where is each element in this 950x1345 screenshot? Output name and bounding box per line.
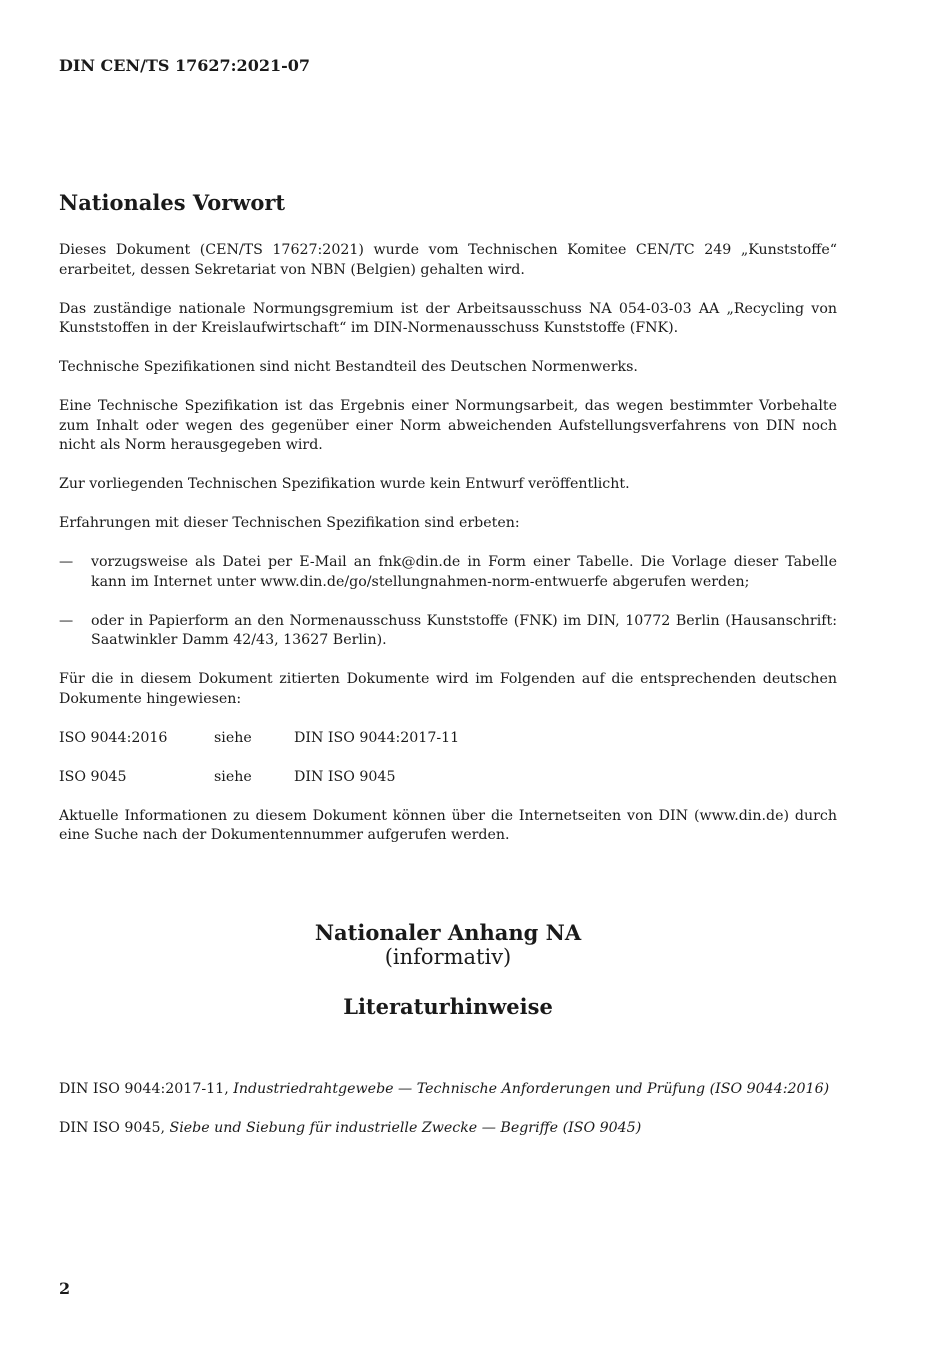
reference-row: [59, 768, 837, 788]
foreword-paragraph: Erfahrungen mit dieser Technischen Spezifikation sind erbeten:: [59, 515, 520, 531]
bibliography-entry: [59, 1119, 837, 1139]
foreword-paragraph: Eine Technische Spezifikation ist das Ergebnis einer Normungsarbeit, das wegen bestimmter Vorbehalte zum Inhalt oder wegen des gegenüber einer Norm abweichenden Aufstellungsverfahrens von DIN noch nicht als Norm herausgegeben wird.: [59, 398, 837, 453]
list-item-text: vorzugsweise als Datei per E-Mail an fnk@din.de in Form einer Tabelle. Die Vorlage dieser Tabelle kann im Internet unter www.din.de/go/stellungnahmen-norm-entwuerfe abgerufen werden;: [91, 554, 837, 590]
reference-see: siehe: [214, 768, 252, 785]
document-header-id: DIN CEN/TS 17627:2021-07: [59, 56, 310, 75]
bibliography-title-text: Industriedrahtgewebe — Technische Anforderungen und Prüfung (ISO 9044:2016): [233, 1081, 830, 1097]
list-item: [59, 612, 837, 651]
page-number: 2: [59, 1279, 71, 1298]
dash-bullet: —: [59, 612, 74, 629]
foreword-paragraph: Technische Spezifikationen sind nicht Bestandteil des Deutschen Normenwerks.: [59, 359, 638, 375]
references-intro: Für die in diesem Dokument zitierten Dokumente wird im Folgenden auf die entsprechenden deutschen Dokumente hingewiesen:: [59, 671, 837, 707]
reference-iso: ISO 9044:2016: [59, 729, 168, 746]
annex-title: Nationaler Anhang NA: [314, 920, 582, 945]
reference-row: [59, 729, 837, 749]
bibliography-entry: [59, 1080, 837, 1100]
foreword-paragraph: Zur vorliegenden Technischen Spezifikation wurde kein Entwurf veröffentlicht.: [59, 476, 630, 492]
list-item-text: oder in Papierform an den Normenausschuss Kunststoffe (FNK) im DIN, 10772 Berlin (Hausanschrift: Saatwinkler Damm 42/43, 13627 Berlin).: [91, 612, 837, 648]
annex-subtitle: (informativ): [384, 945, 512, 969]
dash-bullet: —: [59, 554, 74, 570]
foreword-paragraph: Dieses Dokument (CEN/TS 17627:2021) wurde vom Technischen Komitee CEN/TC 249 „Kunststoffe“ erarbeitet, dessen Sekretariat von NBN (Belgien) gehalten wird.: [59, 242, 837, 278]
foreword-body: [59, 241, 837, 865]
reference-din: DIN ISO 9045: [294, 768, 396, 785]
list-item: [59, 553, 837, 592]
foreword-title: Nationales Vorwort: [59, 190, 286, 215]
closing-paragraph: Aktuelle Informationen zu diesem Dokument können über die Internetseiten von DIN (www.din.de) durch eine Suche nach der Dokumentennummer aufgerufen werden.: [59, 807, 837, 843]
foreword-paragraph: Das zuständige nationale Normungsgremium ist der Arbeitsausschuss NA 054-03-03 AA „Recycling von Kunststoffen in der Kreislaufwirtschaft“ im DIN-Normenausschuss Kunststoffe (FNK).: [59, 300, 837, 336]
document-page: [59, 0, 837, 1345]
bibliography-ref: DIN ISO 9045,: [59, 1120, 170, 1136]
bibliography-title-text: Siebe und Siebung für industrielle Zwecke — Begriffe (ISO 9045): [169, 1120, 642, 1136]
annex-heading-block: [59, 920, 837, 1019]
reference-see: siehe: [214, 729, 252, 746]
reference-din: DIN ISO 9044:2017-11: [294, 729, 460, 746]
reference-iso: ISO 9045: [59, 768, 127, 785]
bibliography-title: Literaturhinweise: [343, 994, 553, 1019]
bibliography-list: [59, 1080, 837, 1158]
bibliography-ref: DIN ISO 9044:2017-11,: [59, 1081, 234, 1097]
